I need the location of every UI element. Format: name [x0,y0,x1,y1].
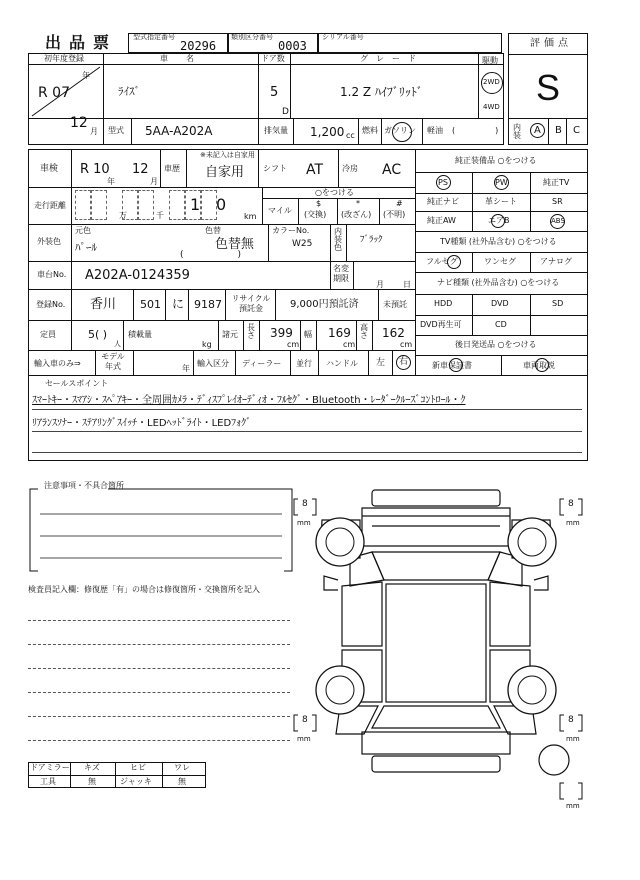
color-change-label: 色替 [205,226,221,235]
tire-fl-unit: mm [297,519,311,527]
history-note: ※未記入は自家用 [200,151,255,159]
recycle-pending: 未預託 [383,300,407,309]
capacity-unit: 人 [114,340,121,348]
recycle-label: リサイクル預託金 [231,294,271,313]
navi-head: ナビ種類 (社外品含む) ○をつける [437,278,560,287]
tire-fr-unit: mm [566,519,580,527]
color-paren: ( ) [180,250,242,260]
first-reg-era: R 07 [38,85,70,101]
grade-value: 1.2 Z ﾊｲﾌﾞﾘｯﾄﾞ [340,85,423,99]
inspection-year-suffix: 年 [107,177,115,186]
history-value: 自家用 [205,165,245,180]
mileage-digit-boxes [75,190,255,220]
legend-mirror: ドアミラー [30,763,70,772]
interior-c: C [573,125,580,136]
ext-color-label: 外装色 [37,237,61,246]
class-no-label: 類別区分番号 [231,33,273,41]
displacement-unit: cc [346,131,355,140]
name-change-month: 月 [376,280,384,289]
dims-label: 諸元 [222,330,238,339]
interior-a: A [534,125,541,136]
later-head: 後日発送品 ○をつける [455,340,537,349]
tv-fullseg: フルセグ [426,257,458,266]
navi-hdd: HDD [434,299,453,308]
mileage-digit-1: 1 [190,195,201,214]
mileage-tamper-sym: * [356,199,360,208]
car-name-value: ﾗｲｽﾞ [118,85,140,98]
recycle-amount: 9,000円預託済 [290,299,359,310]
navi-dvd: DVD [491,299,509,308]
model-year-label: モデル年式 [101,352,125,371]
fuel-label: 燃料 [362,126,378,135]
inspection-era: R 10 [80,162,110,177]
name-change-label: 名変期限 [333,264,349,283]
doors-value: 5 [270,85,279,100]
eq-sr: SR [552,197,563,206]
inspection-label: 車検 [40,164,59,174]
color-no-value: W25 [292,239,313,249]
drive-2wd: 2WD [483,78,500,86]
height-unit: cm [400,340,413,349]
height-value: 162 [382,326,405,340]
fuel-gas: ガソリン [384,126,416,135]
int-color-value: ﾌﾞﾗｯｸ [360,235,383,245]
int-color-label: 内装色 [334,227,342,252]
first-reg-year-suffix: 年 [82,71,90,80]
mileage-sen: 千 [156,211,164,220]
interior-label: 内装 [513,123,521,140]
legend-jack-value: 無 [178,777,186,786]
mileage-unknown: (不明) [383,210,406,219]
capacity-label: 定員 [40,330,56,339]
doors-label: ドア数 [261,54,285,63]
spare-tire-icon [536,742,572,778]
color-change-value: 色替無 [215,237,255,252]
tv-oneseg: ワンセグ [484,257,516,266]
sales-line-2: ﾘｱﾗﾝｽｿﾅｰ・ｽﾃｱﾘﾝｸﾞｽｲｯﾁ・LEDﾍｯﾄﾞﾗｲﾄ・LEDﾌｫｸﾞ [32,418,252,429]
caution-bracket [26,483,296,575]
import-label: 輸入車のみ⇒ [34,359,81,368]
ac-label: 冷房 [342,164,358,173]
orig-color-label: 元色 [75,226,91,235]
mileage-unknown-sym: # [396,199,403,208]
car-name-label: 車名 [160,54,212,63]
import-type-label: 輸入区分 [197,359,229,368]
vin-value: A202A-0124359 [85,268,190,283]
ac-value: AC [382,162,402,178]
interior-b: B [555,125,562,136]
sales-label: セールスポイント [45,379,109,388]
reg-label: 登録No. [36,300,66,309]
class-no-value: 0003 [278,39,307,53]
genuine-head: 純正装備品 ○をつける [455,156,537,165]
navi-dvd-play: DVD再生可 [420,320,462,329]
length-unit: cm [287,340,300,349]
inspector-label: 検査員記入欄：修復歴「有」の場合は修復箇所・交換箇所を記入 [28,585,260,594]
color-no-label: カラーNo. [272,226,310,235]
tire-rr-depth: 8 [568,715,574,725]
mileage-swap-sym: $ [316,199,322,208]
navi-sd: SD [552,299,564,308]
tv-analog: アナログ [540,257,572,266]
legend-scratch: キズ [84,763,100,772]
import-parallel: 並行 [296,359,312,368]
grade-label: グレード [360,54,424,63]
mileage-tamper: (改ざん) [341,210,372,219]
eq-leather: 革シート [485,197,517,206]
navi-cd: CD [495,320,507,329]
tire-spare-bracket [558,781,584,803]
first-reg-month: 12 [70,115,88,131]
height-label: 高さ [360,323,368,340]
mileage-opt-head: ○をつける [315,188,354,197]
model-value: 5AA-A202A [145,124,213,138]
width-value: 169 [328,326,351,340]
vin-label: 車台No. [37,270,67,279]
mileage-mile: マイル [268,206,292,215]
length-value: 399 [270,326,293,340]
type-no-value: 20296 [180,39,217,53]
legend-tools: 工具 [40,777,56,786]
legend-jack: ジャッキ [120,777,152,786]
door-type: D [282,107,289,117]
serial-label: シリアル番号 [322,33,364,41]
capacity-value: 5( ) [88,328,108,341]
mileage-label: 走行距離 [34,201,66,210]
name-change-day: 日 [403,280,411,289]
width-unit: cm [343,340,356,349]
length-label: 長さ [247,323,255,340]
legend-break: ワレ [174,763,190,772]
legend-crack: ヒビ [130,763,146,772]
first-reg-month-suffix: 月 [90,127,98,136]
tire-spare-unit: mm [566,802,580,810]
score-label: 評価点 [530,38,572,49]
model-year-unit: 年 [182,364,190,373]
fuel-light: 軽油 [427,126,443,135]
later-warranty: 新車保証書 [432,361,472,370]
mileage-swap: (交換) [304,210,327,219]
displacement-label: 排気量 [264,126,288,135]
tire-fr-depth: 8 [568,499,574,509]
sales-line-1: ｽﾏｰﾄｷｰ・ｽﾏｱｼ・ｽﾍﾟｱｷｰ・全周囲ｶﾒﾗ・ﾃﾞｨｽﾌﾟﾚｲｵｰﾃﾞｨｵ・ﾌﾙｾｸﾞ・Bluetooth・ﾚｰﾀﾞｰｸﾙｰｽﾞｺﾝﾄﾛｰﾙ・ｸ [32,395,466,406]
model-label: 型式 [108,126,124,135]
tire-rl-unit: mm [297,735,311,743]
car-damage-diagram [310,486,580,776]
eq-pw: PW [495,178,508,187]
fuel-other: ( ) [452,126,499,135]
caution-label: 注意事項・不具合箇所 [44,481,124,490]
inspection-month: 12 [132,162,149,177]
history-label: 車歴 [164,164,180,173]
steering-right: 右 [399,357,409,367]
later-manual: 車両取説 [523,361,555,370]
form-title: 出品票 [45,33,118,52]
drive-label: 駆動 [482,56,498,65]
mileage-digit-2: 0 [216,195,227,214]
load-unit: kg [202,340,212,349]
eq-tv: 純正TV [543,178,570,187]
width-label: 幅 [304,330,312,339]
score-value: S [536,67,561,108]
tire-rr-unit: mm [566,735,580,743]
legend-tools-value: 無 [88,777,96,786]
type-no-label: 型式指定番号 [133,33,175,41]
inspection-month-suffix: 月 [150,177,158,186]
tire-fl-depth: 8 [302,499,308,509]
load-label: 積載量 [128,330,152,339]
import-dealer: ディーラー [242,359,282,368]
tire-rl-depth: 8 [302,715,308,725]
eq-abs: ABS [551,217,565,225]
reg-kana: に [172,297,185,311]
mileage-man: 万 [119,211,127,220]
shift-label: シフト [263,164,287,173]
eq-airbag: エアB [488,216,510,225]
reg-area: 香川 [90,297,117,312]
eq-aw: 純正AW [427,216,456,225]
steering-label: ハンドル [326,359,358,368]
steering-left: 左 [376,358,386,368]
reg-number: 9187 [194,298,222,311]
displacement-value: 1,200 [310,125,345,139]
eq-ps: PS [438,178,448,187]
reg-class: 501 [140,298,161,311]
shift-value: AT [306,162,324,178]
orig-color-value: ﾊﾟｰﾙ [75,241,97,254]
eq-navi: 純正ナビ [427,197,459,206]
mileage-km: km [244,212,257,221]
first-reg-label: 初年度登録 [44,54,84,63]
tv-head: TV種類 (社外品含む) ○をつける [440,237,557,246]
drive-4wd: 4WD [483,103,500,111]
